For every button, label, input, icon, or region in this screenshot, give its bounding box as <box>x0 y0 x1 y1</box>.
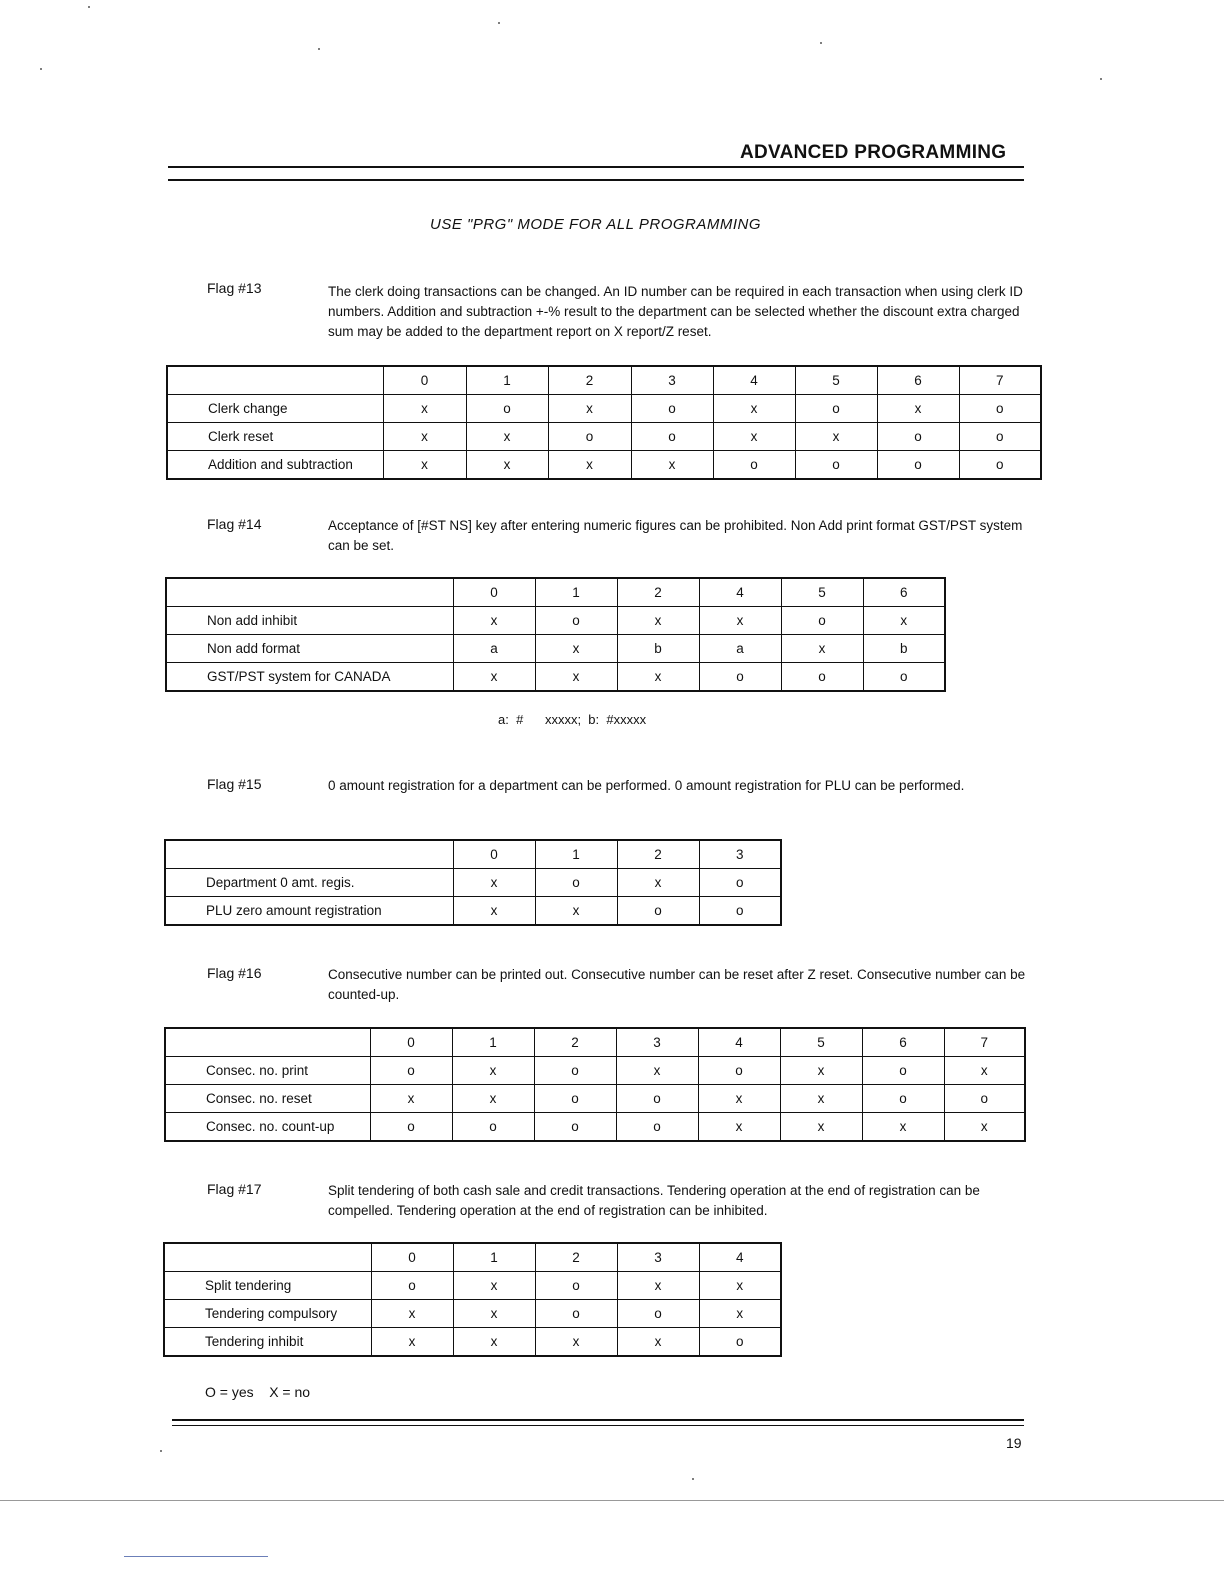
table-row <box>166 663 945 692</box>
setting-cell: x <box>713 395 795 423</box>
column-header: 1 <box>535 840 617 869</box>
setting-cell: x <box>452 1085 534 1113</box>
flag-13-label: Flag #13 <box>207 280 262 296</box>
setting-cell: x <box>466 423 548 451</box>
table-corner-cell <box>165 840 453 869</box>
setting-cell: o <box>863 663 945 692</box>
table-row <box>165 869 781 897</box>
flag-14-label: Flag #14 <box>207 516 262 532</box>
setting-cell: o <box>534 1113 616 1142</box>
flag-13-table <box>166 365 1042 480</box>
setting-cell: o <box>466 395 548 423</box>
setting-cell: o <box>617 1300 699 1328</box>
flag-15-label: Flag #15 <box>207 776 262 792</box>
table-row <box>165 1057 1025 1085</box>
setting-cell: x <box>370 1085 452 1113</box>
column-header: 2 <box>535 1243 617 1272</box>
setting-cell: b <box>617 635 699 663</box>
setting-cell: x <box>698 1085 780 1113</box>
table-corner-cell <box>165 1028 370 1057</box>
setting-cell: a <box>453 635 535 663</box>
table-row <box>167 451 1041 480</box>
flag-16-label: Flag #16 <box>207 965 262 981</box>
flag-13-description: The clerk doing transactions can be changed. An ID number can be required in each transaction when using clerk ID numbers. Addition and subtraction +-% result to the department can be selected whether the discount extra charged sum may be added to the department report on X report/Z reset. <box>328 284 1023 339</box>
scan-speck <box>498 22 500 24</box>
setting-cell: o <box>631 423 713 451</box>
scan-speck <box>1100 78 1102 80</box>
table-row <box>167 423 1041 451</box>
setting-cell: x <box>371 1328 453 1357</box>
setting-cell: o <box>959 395 1041 423</box>
setting-cell: o <box>535 869 617 897</box>
flag-17-table <box>163 1242 782 1357</box>
scan-underline-mark <box>124 1556 268 1557</box>
setting-cell: x <box>699 607 781 635</box>
setting-cell: o <box>699 663 781 692</box>
setting-cell: x <box>371 1300 453 1328</box>
setting-cell: x <box>617 663 699 692</box>
setting-cell: x <box>453 663 535 692</box>
table-row <box>165 1113 1025 1142</box>
row-label: Clerk change <box>167 395 383 423</box>
setting-cell: a <box>699 635 781 663</box>
header-rule-bottom <box>168 179 1024 181</box>
setting-cell: o <box>698 1057 780 1085</box>
setting-cell: o <box>699 897 781 926</box>
setting-cell: o <box>877 451 959 480</box>
row-label: PLU zero amount registration <box>165 897 453 926</box>
setting-cell: x <box>780 1085 862 1113</box>
setting-cell: x <box>616 1057 698 1085</box>
setting-cell: x <box>383 423 466 451</box>
setting-cell: x <box>877 395 959 423</box>
setting-cell: x <box>944 1057 1025 1085</box>
table-corner-cell <box>164 1243 371 1272</box>
flag-15-table <box>164 839 782 926</box>
column-header: 6 <box>877 366 959 395</box>
row-label: Tendering inhibit <box>164 1328 371 1357</box>
setting-cell: x <box>466 451 548 480</box>
column-header: 7 <box>959 366 1041 395</box>
setting-cell: x <box>780 1057 862 1085</box>
setting-cell: o <box>535 607 617 635</box>
setting-cell: x <box>453 897 535 926</box>
setting-cell: o <box>631 395 713 423</box>
setting-cell: x <box>781 635 863 663</box>
column-header: 5 <box>781 578 863 607</box>
setting-cell: o <box>370 1057 452 1085</box>
setting-cell: o <box>452 1113 534 1142</box>
row-label: GST/PST system for CANADA <box>166 663 453 692</box>
setting-cell: o <box>535 1300 617 1328</box>
setting-cell: o <box>534 1057 616 1085</box>
column-header: 2 <box>534 1028 616 1057</box>
table-row <box>166 635 945 663</box>
scan-speck <box>318 48 320 50</box>
setting-cell: o <box>617 897 699 926</box>
flag-14-table <box>165 577 946 692</box>
column-header: 2 <box>548 366 631 395</box>
row-label: Addition and subtraction <box>167 451 383 480</box>
footer-rule-top <box>172 1419 1024 1421</box>
table-row <box>165 1085 1025 1113</box>
column-header: 4 <box>713 366 795 395</box>
row-label: Department 0 amt. regis. <box>165 869 453 897</box>
setting-cell: o <box>713 451 795 480</box>
setting-cell: o <box>699 869 781 897</box>
row-label: Clerk reset <box>167 423 383 451</box>
row-label: Split tendering <box>164 1272 371 1300</box>
table-row <box>164 1272 781 1300</box>
column-header: 7 <box>944 1028 1025 1057</box>
scan-speck <box>40 68 42 70</box>
setting-cell: o <box>944 1085 1025 1113</box>
table-header-row <box>165 840 781 869</box>
column-header: 0 <box>453 578 535 607</box>
table-corner-cell <box>166 578 453 607</box>
setting-cell: x <box>699 1300 781 1328</box>
column-header: 1 <box>466 366 548 395</box>
column-header: 0 <box>371 1243 453 1272</box>
setting-cell: o <box>370 1113 452 1142</box>
column-header: 3 <box>616 1028 698 1057</box>
setting-cell: x <box>699 1272 781 1300</box>
setting-cell: o <box>877 423 959 451</box>
row-label: Non add inhibit <box>166 607 453 635</box>
yes-no-legend: O = yes X = no <box>205 1384 311 1400</box>
column-header: 4 <box>699 1243 781 1272</box>
column-header: 1 <box>535 578 617 607</box>
setting-cell: o <box>959 423 1041 451</box>
column-header: 2 <box>617 578 699 607</box>
setting-cell: x <box>713 423 795 451</box>
flag-17-description: Split tendering of both cash sale and credit transactions. Tendering operation at the end of registration can be compelled. Tendering operation at the end of registration can be inhibited. <box>328 1183 980 1218</box>
column-header: 0 <box>370 1028 452 1057</box>
setting-cell: o <box>534 1085 616 1113</box>
setting-cell: x <box>795 423 877 451</box>
setting-cell: x <box>862 1113 944 1142</box>
setting-cell: o <box>795 451 877 480</box>
setting-cell: x <box>617 1328 699 1357</box>
column-header: 0 <box>453 840 535 869</box>
column-header: 4 <box>698 1028 780 1057</box>
setting-cell: x <box>548 451 631 480</box>
setting-cell: x <box>535 663 617 692</box>
setting-cell: x <box>631 451 713 480</box>
setting-cell: x <box>617 607 699 635</box>
table-row <box>164 1300 781 1328</box>
setting-cell: o <box>535 1272 617 1300</box>
column-header: 5 <box>780 1028 862 1057</box>
setting-cell: x <box>698 1113 780 1142</box>
table-header-row <box>166 578 945 607</box>
setting-cell: x <box>535 897 617 926</box>
row-label: Non add format <box>166 635 453 663</box>
column-header: 3 <box>699 840 781 869</box>
column-header: 6 <box>863 578 945 607</box>
column-header: 4 <box>699 578 781 607</box>
setting-cell: b <box>863 635 945 663</box>
scan-speck <box>692 1478 694 1480</box>
setting-cell: x <box>453 1272 535 1300</box>
table-row <box>167 395 1041 423</box>
setting-cell: x <box>453 607 535 635</box>
setting-cell: x <box>863 607 945 635</box>
setting-cell: x <box>548 395 631 423</box>
setting-cell: o <box>616 1085 698 1113</box>
setting-cell: x <box>383 395 466 423</box>
flag-15-description: 0 amount registration for a department can be performed. 0 amount registration for PLU can be performed. <box>328 778 965 793</box>
column-header: 3 <box>631 366 713 395</box>
row-label: Consec. no. print <box>165 1057 370 1085</box>
page-subtitle: USE "PRG" MODE FOR ALL PROGRAMMING <box>430 216 762 233</box>
table-corner-cell <box>167 366 383 395</box>
setting-cell: x <box>535 635 617 663</box>
setting-cell: x <box>383 451 466 480</box>
setting-cell: x <box>453 1300 535 1328</box>
setting-cell: o <box>548 423 631 451</box>
table-row <box>164 1328 781 1357</box>
table-header-row <box>165 1028 1025 1057</box>
table-header-row <box>164 1243 781 1272</box>
column-header: 5 <box>795 366 877 395</box>
flag-16-description: Consecutive number can be printed out. Consecutive number can be reset after Z reset. Consecutive number can be counted-up. <box>328 967 1026 1002</box>
flag-14-description: Acceptance of [#ST NS] key after entering numeric figures can be prohibited. Non Add print format GST/PST system can be set. <box>328 518 1023 553</box>
setting-cell: x <box>944 1113 1025 1142</box>
flag-17-label: Flag #17 <box>207 1181 262 1197</box>
table-row <box>165 897 781 926</box>
column-header: 3 <box>617 1243 699 1272</box>
scan-speck <box>88 6 90 8</box>
column-header: 1 <box>453 1243 535 1272</box>
header-rule-top <box>168 166 1024 168</box>
setting-cell: o <box>781 663 863 692</box>
table-row <box>166 607 945 635</box>
setting-cell: o <box>616 1113 698 1142</box>
setting-cell: o <box>862 1057 944 1085</box>
row-label: Tendering compulsory <box>164 1300 371 1328</box>
setting-cell: x <box>453 869 535 897</box>
setting-cell: x <box>535 1328 617 1357</box>
scan-edge-line <box>0 1500 1224 1501</box>
setting-cell: x <box>617 869 699 897</box>
page-number: 19 <box>1006 1435 1022 1451</box>
setting-cell: x <box>617 1272 699 1300</box>
setting-cell: x <box>452 1057 534 1085</box>
column-header: 2 <box>617 840 699 869</box>
setting-cell: x <box>780 1113 862 1142</box>
row-label: Consec. no. reset <box>165 1085 370 1113</box>
setting-cell: o <box>862 1085 944 1113</box>
footer-rule-bottom <box>172 1425 1024 1426</box>
setting-cell: o <box>371 1272 453 1300</box>
column-header: 1 <box>452 1028 534 1057</box>
row-label: Consec. no. count-up <box>165 1113 370 1142</box>
page-header-title: ADVANCED PROGRAMMING <box>740 142 1007 163</box>
flag-16-table <box>164 1027 1026 1142</box>
setting-cell: o <box>959 451 1041 480</box>
column-header: 6 <box>862 1028 944 1057</box>
setting-cell: x <box>453 1328 535 1357</box>
setting-cell: o <box>781 607 863 635</box>
table-header-row <box>167 366 1041 395</box>
setting-cell: o <box>699 1328 781 1357</box>
scan-speck <box>820 42 822 44</box>
column-header: 0 <box>383 366 466 395</box>
setting-cell: o <box>795 395 877 423</box>
scan-speck <box>160 1450 162 1452</box>
flag-14-format-note: a: # xxxxx; b: #xxxxx <box>498 712 647 727</box>
